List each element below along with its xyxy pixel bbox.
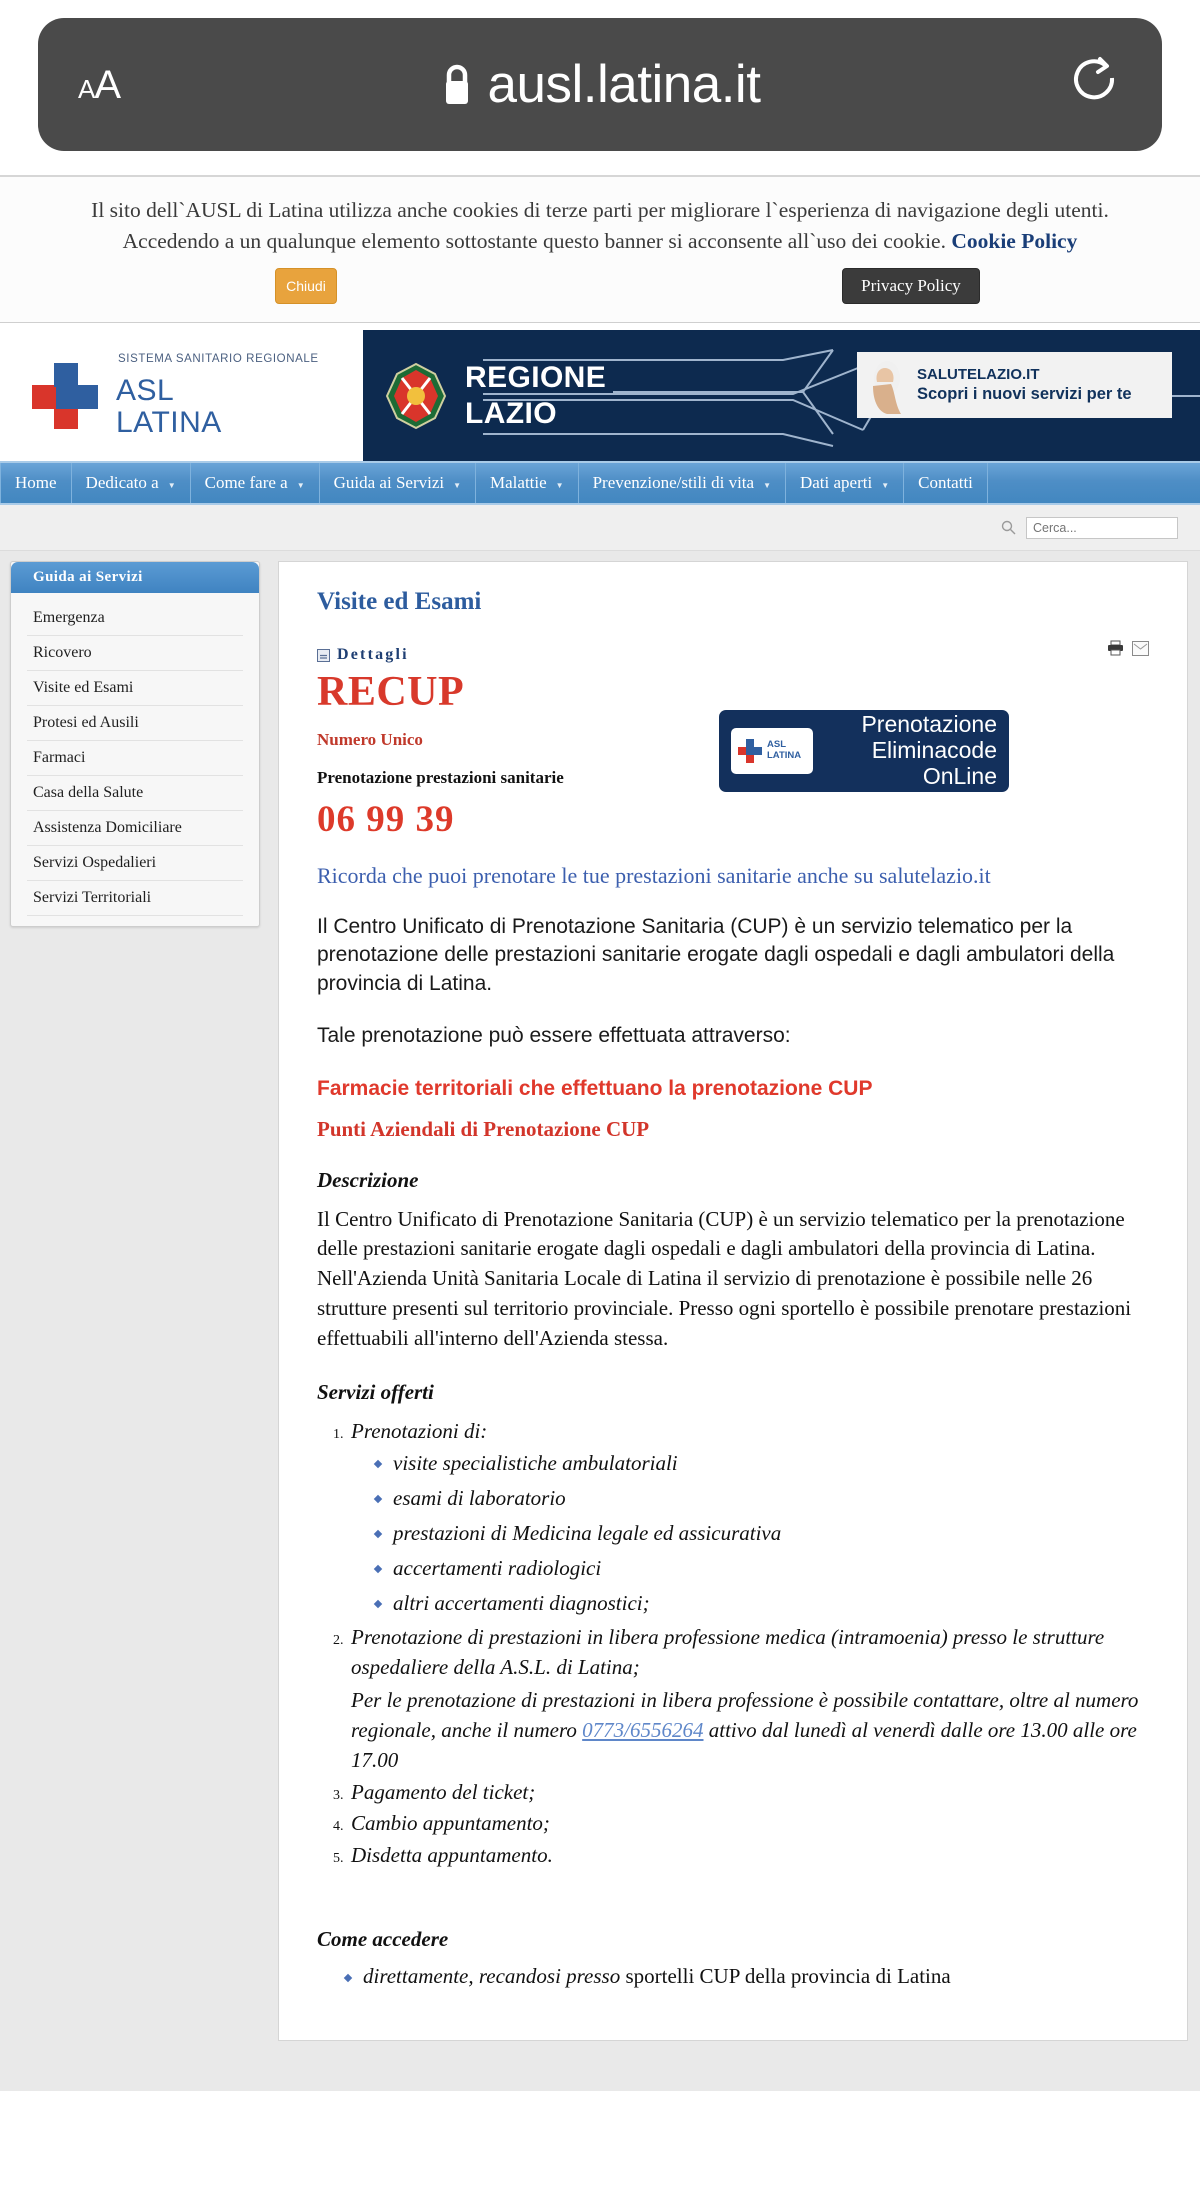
prenotazione-label: Prenotazione prestazioni sanitarie	[317, 768, 564, 788]
chevron-down-icon: ▼	[881, 480, 890, 490]
sidebar-item-servizi-territoriali[interactable]: Servizi Territoriali	[27, 881, 243, 916]
servizi-sublist	[373, 1449, 1151, 1618]
cookie-banner-text	[20, 195, 1180, 256]
sidebar-item-protesi-ed-ausili[interactable]: Protesi ed Ausili	[27, 706, 243, 741]
list-item	[347, 1417, 1151, 1619]
list-item: 5. Disdetta appuntamento.	[347, 1841, 1151, 1871]
page-title: Visite ed Esami	[317, 588, 482, 616]
intramoenia-note	[351, 1686, 1151, 1775]
url-display	[38, 54, 1162, 115]
sidebar-item-ricovero[interactable]: Ricovero	[27, 636, 243, 671]
asl-logo-text	[116, 353, 319, 438]
nav-item-dedicato-a[interactable]	[72, 463, 191, 503]
sidebar-item-emergenza[interactable]: Emergenza	[27, 601, 243, 636]
chevron-down-icon: ▼	[453, 480, 462, 490]
sidebar-title: Guida ai Servizi	[11, 562, 259, 593]
list-item: 4. Cambio appuntamento;	[347, 1809, 1151, 1839]
recup-phone-number: 06 99 39	[317, 799, 455, 841]
eliminacode-line1: Prenotazione	[861, 711, 997, 738]
logo-asl-label: ASL	[116, 374, 175, 408]
accedere-item-italic: direttamente, recandosi presso	[363, 1963, 621, 1988]
eliminacode-logo-text	[767, 740, 801, 762]
eliminacode-logo-line1: ASL	[767, 739, 786, 751]
cookie-banner-buttons	[20, 268, 1180, 308]
intro-paragraph-2: Tale prenotazione può essere effettuata attraverso:	[317, 1024, 791, 1048]
nav-label: Contatti	[918, 473, 973, 493]
come-accedere-heading: Come accedere	[317, 1926, 449, 1951]
servizi-offerti-heading: Servizi offerti	[317, 1379, 434, 1404]
nav-item-dati-aperti[interactable]	[786, 463, 904, 503]
link-farmacie-territoriali[interactable]: Farmacie territoriali che effettuano la prenotazione CUP	[317, 1076, 873, 1100]
site-header	[0, 327, 1200, 461]
servizio-label: Prenotazione di prestazioni in libera professione medica (intramoenia) presso le strutture ospedaliere della A.S.L. di Latina;	[351, 1625, 1105, 1680]
sidebar-list	[11, 593, 259, 926]
main-navigation	[0, 461, 1200, 505]
regione-line1: REGIONE	[465, 361, 607, 395]
salutelazio-text	[917, 365, 1132, 406]
text-size-button[interactable]	[78, 62, 121, 107]
eliminacode-asl-logo	[731, 728, 813, 774]
cookie-text-line2: Accedendo a un qualunque elemento sottostante questo banner si acconsente all`uso dei cookie.	[122, 228, 946, 253]
asl-logo[interactable]	[0, 330, 363, 461]
nav-label: Come fare a	[204, 473, 288, 493]
nav-label: Malattie	[490, 473, 547, 493]
nav-item-prevenzione[interactable]	[579, 463, 786, 503]
nav-item-come-fare-a[interactable]	[191, 463, 320, 503]
eliminacode-logo-line2: LATINA	[767, 750, 802, 762]
nav-label: Dedicato a	[85, 473, 159, 493]
regione-lazio-wordmark	[465, 360, 606, 431]
eliminacode-line3: OnLine	[922, 762, 997, 789]
chevron-down-icon: ▼	[555, 480, 564, 490]
ricorda-text: Ricorda che puoi prenotare le tue prestazioni sanitarie anche su salutelazio.it	[317, 863, 991, 889]
list-item: accertamenti radiologici	[373, 1554, 1151, 1584]
dettagli-label: Dettagli	[337, 646, 409, 664]
list-item: prestazioni di Medicina legale ed assicurativa	[373, 1519, 1151, 1549]
descrizione-paragraph-1: Il Centro Unificato di Prenotazione Sanitaria (CUP) è un servizio telematico per la prenotazione delle prestazioni sanitarie erogate dagli ospedali e dagli ambulatori della provincia di Latina.	[317, 1206, 1125, 1261]
chevron-down-icon: ▼	[296, 480, 305, 490]
nav-filler	[988, 463, 1200, 503]
logo-latina-label: LATINA	[116, 405, 222, 439]
recup-title: RECUP	[317, 669, 465, 716]
salutelazio-title: SALUTELAZIO.IT	[917, 365, 1040, 383]
descrizione-heading: Descrizione	[317, 1167, 419, 1192]
nav-item-malattie[interactable]	[476, 463, 579, 503]
cookie-close-button[interactable]: Chiudi	[275, 268, 337, 304]
chevron-down-icon: ▼	[167, 480, 176, 490]
intro-paragraph: Il Centro Unificato di Prenotazione Sanitaria (CUP) è un servizio telematico per la prenotazione delle prestazioni sanitarie erogate dagli ospedali e dagli ambulatori della provincia di Latina.	[317, 915, 1115, 995]
hand-phone-icon	[865, 356, 907, 414]
medical-cross-icon	[737, 738, 763, 764]
list-item: esami di laboratorio	[373, 1484, 1151, 1514]
content-column	[260, 561, 1200, 2091]
sidebar-item-farmaci[interactable]: Farmaci	[27, 741, 243, 776]
servizio-label: Prenotazioni di:	[351, 1418, 488, 1443]
list-item: altri accertamenti diagnostici;	[373, 1589, 1151, 1619]
email-icon[interactable]	[1132, 641, 1149, 656]
reload-icon[interactable]	[1070, 56, 1122, 114]
list-item	[343, 1964, 1151, 1989]
site-wrapper	[0, 327, 1200, 2091]
lock-icon	[440, 62, 474, 108]
search-input[interactable]	[1026, 517, 1178, 539]
nav-item-contatti[interactable]	[904, 463, 988, 503]
cookie-banner	[0, 175, 1200, 323]
tool-icons	[1107, 640, 1149, 656]
medical-cross-icon	[28, 359, 102, 433]
nav-label: Home	[15, 473, 57, 493]
cookie-policy-link[interactable]: Cookie Policy	[951, 228, 1078, 253]
text-size-small-label: A	[78, 73, 95, 104]
eliminacode-banner[interactable]	[719, 710, 1009, 792]
accedere-item-rest: sportelli CUP della provincia di Latina	[620, 1963, 951, 1988]
text-size-big-label: A	[94, 62, 121, 107]
sidebar-card	[10, 561, 260, 927]
intramoenia-note-after: attivo dal lunedì al venerdì dalle ore 13.00 alle ore 17.00	[351, 1717, 1137, 1772]
dettagli-row	[317, 646, 1151, 664]
logo-system-label: SISTEMA SANITARIO REGIONALE	[118, 353, 319, 365]
salutelazio-subtitle: Scopri i nuovi servizi per te	[917, 385, 1132, 404]
list-item	[347, 1623, 1151, 1775]
servizi-list	[347, 1417, 1151, 1871]
list-item: 3. Pagamento del ticket;	[347, 1778, 1151, 1808]
list-item: visite specialistiche ambulatoriali	[373, 1449, 1151, 1479]
eliminacode-line2: Eliminacode	[871, 737, 997, 764]
privacy-policy-button[interactable]: Privacy Policy	[842, 268, 980, 304]
nav-label: Prevenzione/stili di vita	[592, 473, 755, 493]
details-icon	[317, 649, 330, 662]
regione-line2: LAZIO	[465, 396, 557, 430]
sidebar	[10, 561, 260, 2091]
intramoenia-note-before: Per le prenotazione di prestazioni in libera professione è possibile contattare, oltre al numero regionale, anche il numero	[351, 1688, 1139, 1742]
url-bar[interactable]	[38, 18, 1162, 151]
descrizione-paragraph-2: Nell'Azienda Unità Sanitaria Locale di Latina il servizio di prenotazione è possibile nelle 26 strutture presenti sul territorio provinciale. Presso ogni sportello è possibile prenotare prestazioni effettuabili all'interno dell'Azienda stessa.	[317, 1266, 1132, 1350]
content-card	[278, 561, 1188, 2041]
sidebar-item-assistenza-domiciliare[interactable]: Assistenza Domiciliare	[27, 811, 243, 846]
search-row	[0, 505, 1200, 551]
page-body	[0, 551, 1200, 2091]
come-accedere-list	[343, 1964, 1151, 1989]
sidebar-item-casa-della-salute[interactable]: Casa della Salute	[27, 776, 243, 811]
cookie-text-line1: Il sito dell`AUSL di Latina utilizza anche cookies di terze parti per migliorare l`esperienza di navigazione degli utenti.	[91, 198, 1109, 222]
numero-unico-label: Numero Unico	[317, 730, 423, 750]
eliminacode-text	[823, 712, 1009, 789]
nav-item-guida-ai-servizi[interactable]	[320, 463, 476, 503]
regione-lazio-band	[363, 330, 1200, 461]
search-icon[interactable]	[1001, 520, 1016, 535]
nav-label: Guida ai Servizi	[333, 473, 445, 493]
sidebar-item-servizi-ospedalieri[interactable]: Servizi Ospedalieri	[27, 846, 243, 881]
nav-item-home[interactable]	[0, 463, 72, 503]
browser-chrome	[0, 0, 1200, 175]
printer-icon[interactable]	[1107, 640, 1124, 656]
nav-label: Dati aperti	[799, 473, 873, 493]
url-text: ausl.latina.it	[487, 55, 761, 114]
link-punti-aziendali[interactable]: Punti Aziendali di Prenotazione CUP	[317, 1116, 650, 1141]
salutelazio-banner[interactable]	[857, 352, 1172, 418]
sidebar-item-visite-ed-esami[interactable]: Visite ed Esami	[27, 671, 243, 706]
chevron-down-icon: ▼	[763, 480, 771, 490]
intramoenia-phone-link[interactable]: 0773/6556264	[582, 1717, 704, 1742]
